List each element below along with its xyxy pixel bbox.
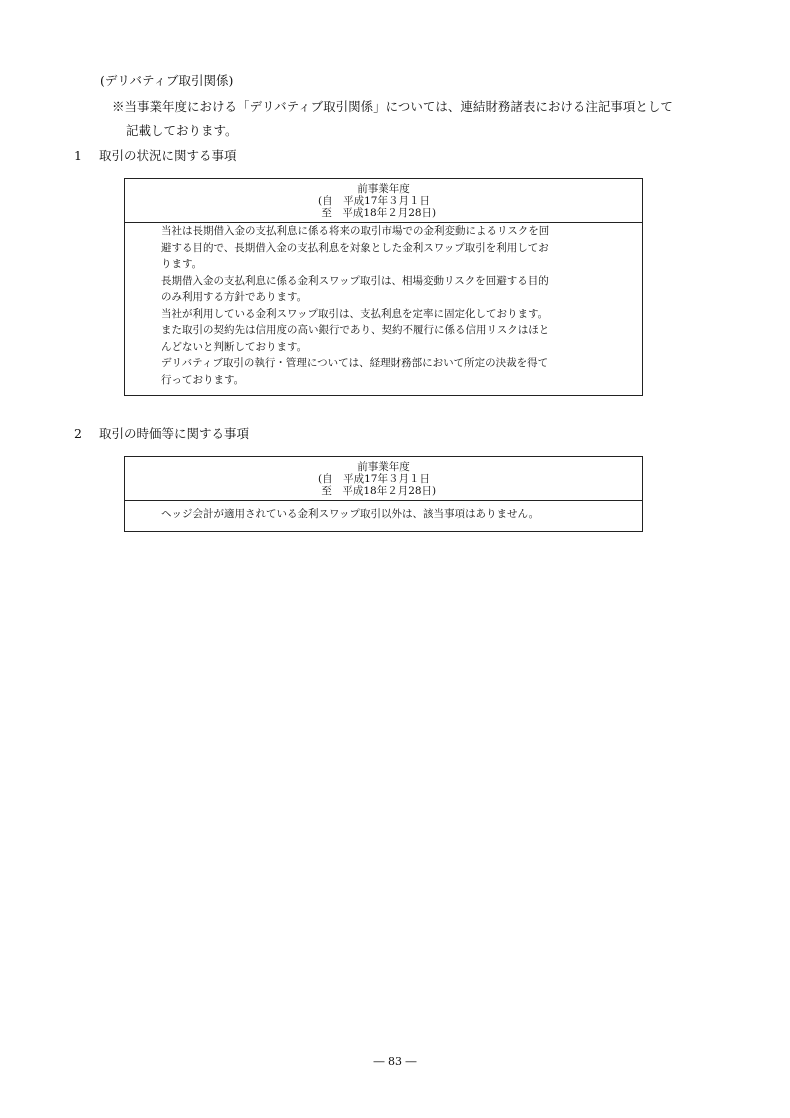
section-2-table-header bbox=[125, 457, 642, 501]
section-1-title: 取引の状況に関する事項 bbox=[99, 148, 237, 163]
section-1-period-from: (自 平成17年３月１日 bbox=[318, 195, 430, 207]
section-1-body-line: デリバティブ取引の執行・管理については、経理財務部において所定の決裁を得て bbox=[161, 357, 549, 369]
section-1-body-line: 当社が利用している金利スワップ取引は、支払利息を定率に固定化しております。 bbox=[161, 307, 549, 320]
section-1-body-line: んどないと判断しております。 bbox=[161, 340, 308, 353]
section-1-period-to: 至 平成18年２月28日) bbox=[318, 207, 437, 219]
section-1-table-header-label: 前事業年度 bbox=[357, 183, 410, 195]
section-2-table-header-label: 前事業年度 bbox=[357, 461, 410, 473]
notice-line-1: ※当事業年度における「デリバティブ取引関係」については、連結財務諸表における注記事項として bbox=[112, 99, 673, 114]
page-number: ― 83 ― bbox=[373, 1055, 417, 1068]
section-1-table-body bbox=[125, 223, 642, 388]
section-1-table bbox=[124, 178, 643, 396]
section-title: (デリバティブ取引関係) bbox=[100, 73, 234, 88]
section-1-body-line: 行っております。 bbox=[161, 373, 245, 386]
section-1-body-line: 長期借入金の支払利息に係る金利スワップ取引は、相場変動リスクを回避する目的 bbox=[161, 274, 549, 287]
section-1-body-line: 当社は長期借入金の支払利息に係る将来の取引市場での金利変動によるリスクを回 bbox=[161, 225, 550, 237]
section-1-number: 1 bbox=[74, 148, 82, 163]
section-2-table-body bbox=[125, 501, 642, 523]
section-1-body-line: 避する目的で、長期借入金の支払利息を対象とした金利スワップ取引を利用してお bbox=[161, 241, 549, 254]
section-1-table-header bbox=[125, 179, 642, 223]
section-2-body-line: ヘッジ会計が適用されている金利スワップ取引以外は、該当事項はありません。 bbox=[161, 508, 540, 520]
section-1-body-line: のみ利用する方針であります。 bbox=[161, 291, 308, 303]
section-2-title: 取引の時価等に関する事項 bbox=[99, 426, 250, 441]
section-1-body-line: また取引の契約先は信用度の高い銀行であり、契約不履行に係る信用リスクはほと bbox=[161, 324, 550, 336]
notice-line-2: 記載しております。 bbox=[126, 123, 238, 138]
section-2-number: 2 bbox=[74, 426, 82, 441]
section-2-table bbox=[124, 456, 643, 532]
section-1-body-line: ります。 bbox=[161, 258, 203, 270]
section-2-period-to: 至 平成18年２月28日) bbox=[318, 485, 437, 497]
section-2-period-from: (自 平成17年３月１日 bbox=[318, 473, 430, 485]
